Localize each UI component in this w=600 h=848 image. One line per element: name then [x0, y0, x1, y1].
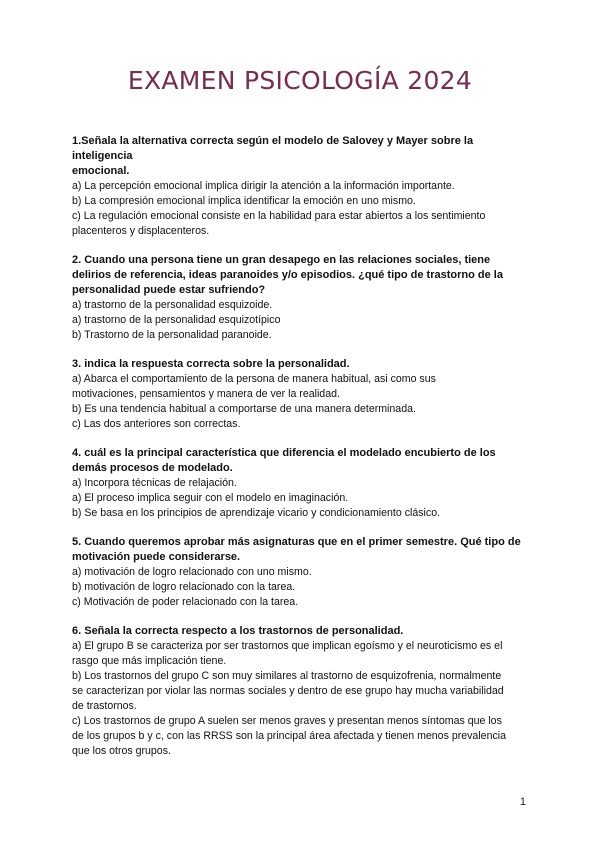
option-line: b) La compresión emocional implica identificar la emoción en uno mismo.	[72, 195, 416, 207]
question-2-options	[72, 298, 532, 343]
option-line: a) El grupo B se caracteriza por ser trastornos que implican egoísmo y el neuroticismo es el	[72, 640, 503, 652]
question-2	[72, 253, 532, 343]
question-text-line: inteligencia	[72, 150, 133, 162]
question-1-options	[72, 179, 532, 239]
page-title: EXAMEN PSICOLOGÍA 2024	[127, 66, 473, 95]
question-6	[72, 624, 532, 759]
option-line: b) Trastorno de la personalidad paranoide.	[72, 329, 272, 341]
question-6-text	[72, 624, 532, 639]
question-4-options	[72, 476, 532, 521]
question-1	[72, 134, 532, 239]
option-line: a) El proceso implica seguir con el modelo en imaginación.	[72, 492, 349, 504]
option-line: a) Incorpora técnicas de relajación.	[72, 477, 237, 489]
question-text-line: 1.Señala la alternativa correcta según el modelo de Salovey y Mayer sobre la	[72, 135, 474, 147]
option-line: b) Es una tendencia habitual a comportarse de una manera determinada.	[72, 403, 416, 415]
question-text-line: 2. Cuando una persona tiene un gran desapego en las relaciones sociales, tiene	[72, 254, 491, 266]
option-line: b) Se basa en los principios de aprendizaje vicario y condicionamiento clásico.	[72, 507, 441, 519]
question-4-text	[72, 446, 532, 476]
option-line: motivaciones, pensamientos y manera de ver la realidad.	[72, 388, 340, 400]
question-2-text	[72, 253, 532, 298]
question-text-line: demás procesos de modelado.	[72, 462, 233, 474]
option-line: c) Los trastornos de grupo A suelen ser menos graves y presentan menos síntomas que los	[72, 715, 502, 727]
question-text-line: 3. indica la respuesta correcta sobre la personalidad.	[72, 358, 350, 370]
question-5-text	[72, 535, 532, 565]
question-text-line: personalidad puede estar sufriendo?	[72, 284, 266, 296]
option-line: se caracterizan por violar las normas sociales y dentro de ese grupo hay mucha variabilidad	[72, 685, 504, 697]
exam-content	[72, 134, 532, 773]
question-text-line: motivación puede considerarse.	[72, 551, 241, 563]
question-text-line: 5. Cuando queremos aprobar más asignaturas que en el primer semestre. Qué tipo de	[72, 536, 521, 548]
option-line: c) Motivación de poder relacionado con la tarea.	[72, 596, 299, 608]
option-line: c) La regulación emocional consiste en la habilidad para estar abiertos a los sentimiento	[72, 210, 486, 222]
question-3	[72, 357, 532, 432]
question-5-options	[72, 565, 532, 610]
question-text-line: delirios de referencia, ideas paranoides y/o episodios. ¿qué tipo de trastorno de la	[72, 269, 503, 281]
option-line: a) trastorno de la personalidad esquizoide.	[72, 299, 273, 311]
option-line: a) motivación de logro relacionado con uno mismo.	[72, 566, 312, 578]
question-3-text	[72, 357, 532, 372]
question-text-line: 6. Señala la correcta respecto a los trastornos de personalidad.	[72, 625, 404, 637]
question-text-line: emocional.	[72, 165, 130, 177]
option-line: a) trastorno de la personalidad esquizotípico	[72, 314, 281, 326]
question-1-text	[72, 134, 532, 179]
option-line: placenteros y displacenteros.	[72, 225, 210, 237]
question-6-options	[72, 639, 532, 759]
option-line: rasgo que más implicación tiene.	[72, 655, 227, 667]
option-line: que los otros grupos.	[72, 745, 171, 757]
question-5	[72, 535, 532, 610]
page-number: 1	[519, 796, 526, 808]
option-line: a) La percepción emocional implica dirigir la atención a la información importante.	[72, 180, 455, 192]
option-line: c) Las dos anteriores son correctas.	[72, 418, 241, 430]
question-4	[72, 446, 532, 521]
question-text-line: 4. cuál es la principal característica que diferencia el modelado encubierto de los	[72, 447, 496, 459]
option-line: b) Los trastornos del grupo C son muy similares al trastorno de esquizofrenia, normalmente	[72, 670, 502, 682]
option-line: b) motivación de logro relacionado con la tarea.	[72, 581, 296, 593]
option-line: de trastornos.	[72, 700, 137, 712]
option-line: de los grupos b y c, con las RRSS son la principal área afectada y tienen menos prevalencia	[72, 730, 506, 742]
option-line: a) Abarca el comportamiento de la persona de manera habitual, asi como sus	[72, 373, 436, 385]
question-3-options	[72, 372, 532, 432]
